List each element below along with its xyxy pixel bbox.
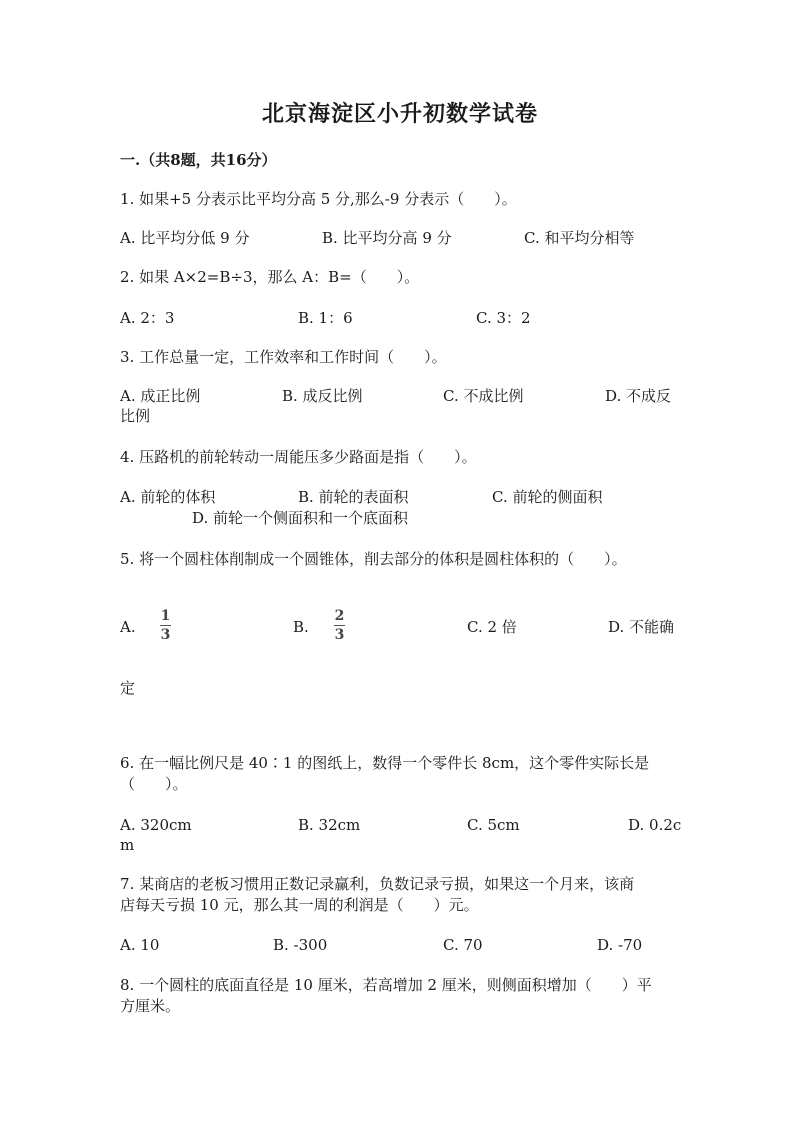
- question-4-stem: 4. 压路机的前轮转动一周能压多少路面是指（ ）。: [120, 448, 477, 466]
- question-7-stem-line-1: 7. 某商店的老板习惯用正数记录赢利，负数记录亏损，如果这一个月来，该商: [120, 875, 635, 893]
- question-7-option-b: B. -300: [273, 936, 328, 954]
- question-7-option-d: D. -70: [597, 936, 643, 954]
- question-5-stem: 5. 将一个圆柱体削制成一个圆锥体，削去部分的体积是圆柱体积的（ ）。: [120, 550, 627, 568]
- question-4-option-d: D. 前轮一个侧面积和一个底面积: [192, 509, 409, 527]
- question-5-option-a-fraction: [160, 608, 171, 643]
- question-7-stem-line-2: 店每天亏损 10 元，那么其一周的利润是（ ）元。: [120, 896, 479, 914]
- question-6-option-c: C. 5cm: [467, 816, 520, 834]
- fraction-denominator: 3: [334, 627, 345, 643]
- question-1-stem: 1. 如果+5 分表示比平均分高 5 分,那么-9 分表示（ ）。: [120, 190, 517, 208]
- question-3-option-b: B. 成反比例: [282, 387, 363, 405]
- question-6-stem-line-1: 6. 在一幅比例尺是 40∶1 的图纸上，数得一个零件长 8cm，这个零件实际长是: [120, 754, 650, 772]
- fraction-numerator: 1: [160, 608, 171, 624]
- question-2-stem: 2. 如果 A×2=B÷3，那么 A：B=（ ）。: [120, 268, 420, 286]
- question-5-option-d-wrap: 定: [120, 679, 136, 697]
- page-title: 北京海淀区小升初数学试卷: [261, 101, 538, 127]
- question-4-option-a: A. 前轮的体积: [120, 488, 216, 506]
- question-7-option-c: C. 70: [443, 936, 483, 954]
- fraction-bar: [334, 625, 345, 626]
- question-6-stem-line-2: （ ）。: [120, 775, 188, 793]
- question-8-stem-line-2: 方厘米。: [120, 997, 181, 1015]
- question-5-option-b-label: B.: [293, 618, 309, 636]
- question-5-option-d: D. 不能确: [608, 618, 675, 636]
- question-3-stem: 3. 工作总量一定，工作效率和工作时间（ ）。: [120, 348, 447, 366]
- question-6-option-a: A. 320cm: [120, 816, 192, 834]
- question-1-option-b: B. 比平均分高 9 分: [322, 229, 452, 247]
- question-4-option-b: B. 前轮的表面积: [298, 488, 409, 506]
- question-3-option-d-wrap: 比例: [120, 407, 151, 425]
- question-2-option-a: A. 2：3: [120, 309, 175, 327]
- question-3-option-c: C. 不成比例: [443, 387, 524, 405]
- question-6-option-d: D. 0.2c: [628, 816, 682, 834]
- question-6-option-b: B. 32cm: [298, 816, 361, 834]
- question-3-option-d: D. 不成反: [605, 387, 672, 405]
- question-1-option-c: C. 和平均分相等: [524, 229, 635, 247]
- question-8-stem-line-1: 8. 一个圆柱的底面直径是 10 厘米，若高增加 2 厘米，则侧面积增加（ ）平: [120, 976, 652, 994]
- question-3-option-a: A. 成正比例: [120, 387, 201, 405]
- question-6-option-d-wrap: m: [120, 836, 135, 854]
- fraction-denominator: 3: [160, 627, 171, 643]
- question-4-option-c: C. 前轮的侧面积: [492, 488, 603, 506]
- question-2-option-c: C. 3：2: [476, 309, 531, 327]
- question-2-option-b: B. 1：6: [298, 309, 353, 327]
- fraction-numerator: 2: [334, 608, 345, 624]
- question-1-option-a: A. 比平均分低 9 分: [120, 229, 250, 247]
- question-5-option-b-fraction: [334, 608, 345, 643]
- question-5-option-c: C. 2 倍: [467, 618, 517, 636]
- question-5-option-a-label: A.: [120, 618, 136, 636]
- fraction-bar: [160, 625, 171, 626]
- question-7-option-a: A. 10: [120, 936, 160, 954]
- section-heading: 一.（共8题，共16分）: [120, 151, 277, 169]
